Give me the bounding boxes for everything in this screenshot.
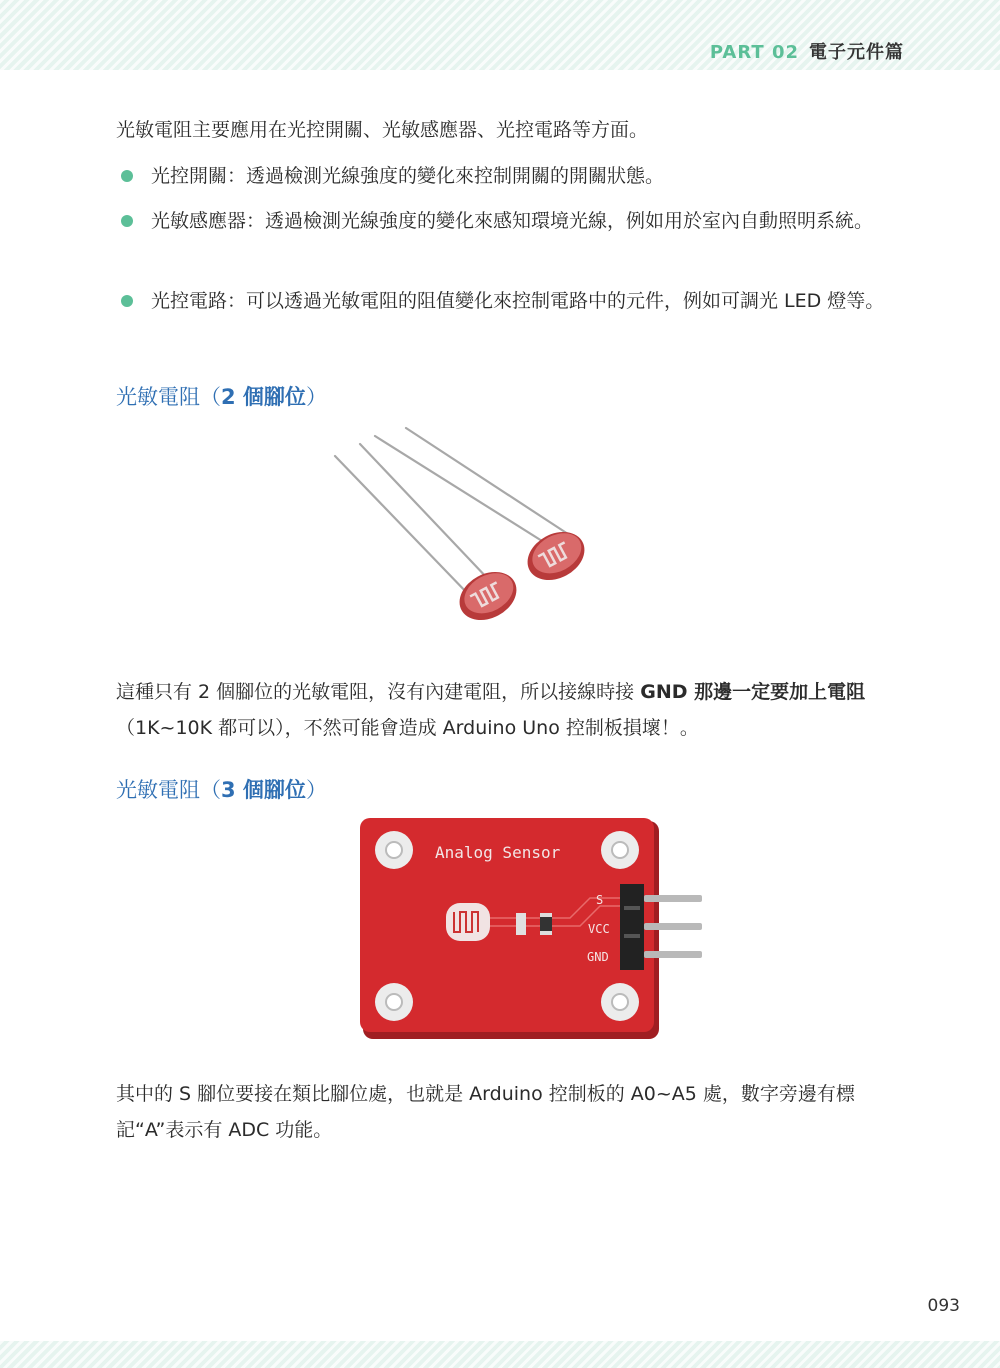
heading-bold: 3 個腳位 — [221, 778, 306, 802]
pin-label-vcc: VCC — [588, 922, 610, 936]
bullet-icon — [121, 170, 133, 182]
list-item-text: 光控電路：可以透過光敏電阻的阻值變化來控制電路中的元件，例如可調光 LED 燈等。 — [151, 290, 885, 312]
section-heading-3pin — [116, 774, 327, 804]
paragraph-s-pin: 其中的 S 腳位要接在類比腳位處，也就是 Arduino 控制板的 A0~A5 處，數字旁邊有標記“A”表示有 ADC 功能。 — [116, 1083, 855, 1141]
heading-suffix: ） — [305, 385, 327, 409]
list-item-text: 光控開關：透過檢測光線強度的變化來控制開關的開關狀態。 — [151, 165, 665, 187]
intro-paragraph: 光敏電阻主要應用在光控開關、光敏感應器、光控電路等方面。 — [116, 119, 649, 141]
heading-prefix: 光敏電阻（ — [116, 385, 221, 409]
paragraph-text: 這種只有 2 個腳位的光敏電阻，沒有內建電阻，所以接線時接 — [116, 681, 641, 703]
list-item-text: 光敏感應器：透過檢測光線強度的變化來感知環境光線，例如用於室內自動照明系統。 — [151, 210, 874, 232]
list-item — [116, 158, 906, 194]
section-heading-2pin — [116, 381, 327, 411]
section-label: 電子元件篇 — [809, 42, 904, 63]
part-label: PART 02 — [709, 42, 799, 63]
heading-prefix: 光敏電阻（ — [116, 778, 221, 802]
heading-bold: 2 個腳位 — [221, 385, 306, 409]
bullet-icon — [121, 215, 133, 227]
list-item — [116, 203, 906, 239]
list-item — [116, 283, 906, 319]
pin-label-s: S — [596, 893, 604, 907]
paragraph-2pin-warning — [116, 674, 906, 746]
paragraph-text: （1K~10K 都可以），不然可能會造成 Arduino Uno 控制板損壞！。 — [116, 717, 699, 739]
pin-header — [620, 884, 644, 970]
running-header — [710, 38, 904, 64]
bullet-icon — [121, 295, 133, 307]
page-number: 093 — [927, 1296, 960, 1316]
pin-label-gnd: GND — [587, 950, 609, 964]
paragraph-bold-text: GND 那邊一定要加上電阻 — [640, 681, 866, 703]
photoresistor-2pin-image — [330, 416, 606, 640]
board-title: Analog Sensor — [435, 843, 561, 862]
footer-band — [0, 1341, 1000, 1368]
heading-suffix: ） — [305, 778, 327, 802]
sensor-module-3pin-image — [360, 818, 704, 1044]
